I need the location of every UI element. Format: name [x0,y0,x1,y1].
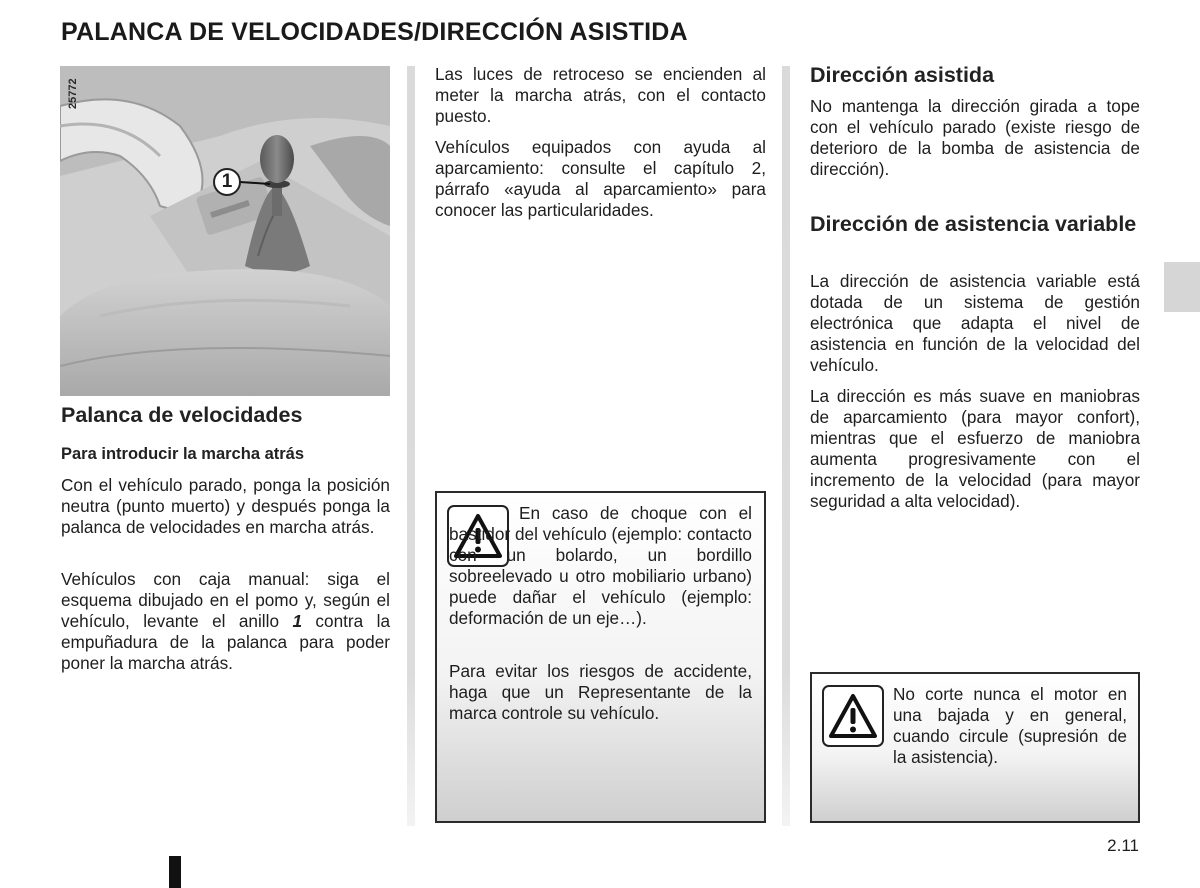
left-paragraph-2-part-b: contra la empuñadura de la palanca para poder poner la marcha atrás. [61,611,390,673]
column-divider-right [782,66,790,826]
section-heading-gear-lever: Palanca de velocidades [61,403,303,427]
left-paragraph-2 [61,569,390,674]
page-title: PALANCA DE VELOCIDADES/DIRECCIÓN ASISTIDA [61,18,688,46]
figure-code: 25772 [67,78,79,110]
section-heading-variable-steering: Dirección de asistencia variable [810,212,1137,236]
column-divider-left [407,66,415,826]
warning-box-collision [435,491,766,823]
callout-number: 1 [213,168,241,196]
gear-lever-photo [60,66,390,396]
warning-collision-text-2: Para evitar los riesgos de accidente, haga que un Representante de la marca controle su vehículo. [449,661,752,723]
subheading-reverse-gear: Para introducir la marcha atrás [61,445,305,463]
chapter-tab [1164,262,1200,312]
page-marker [169,856,181,888]
warning-collision-text-1: En caso de choque con el bastidor del vehículo (ejemplo: contacto con un bolardo, un bordillo sobreelevado u otro mobiliario urbano) puede dañar el vehículo (ejemplo: deformación de un eje…). [449,503,752,628]
middle-paragraph-2: Vehículos equipados con ayuda al aparcamiento: consulte el capítulo 2, párrafo «ayuda al aparcamiento» para conocer las particularidades. [435,137,766,220]
gear-lever-illustration [60,66,390,396]
right-paragraph-3: La dirección es más suave en maniobras de aparcamiento (para mayor confort), mientras que el esfuerzo de maniobra aumenta progresivamente con el incremento de la velocidad (para mayor seguridad a alta velocidad). [810,386,1140,511]
middle-paragraph-1: Las luces de retroceso se encienden al meter la marcha atrás, con el contacto puesto. [435,64,766,126]
warning-box-engine [810,672,1140,823]
right-paragraph-2: La dirección de asistencia variable está dotada de un sistema de gestión electrónica que adapta el nivel de asistencia en función de la velocidad del vehículo. [810,271,1140,375]
right-paragraph-1: No mantenga la dirección girada a tope con el vehículo parado (existe riesgo de deterioro de la bomba de asistencia de dirección). [810,96,1140,179]
ring-reference: 1 [292,611,302,631]
warning-engine-text: No corte nunca el motor en una bajada y en general, cuando circule (supresión de la asistencia). [893,684,1127,767]
warning-triangle-icon [822,685,884,747]
left-paragraph-2-part-a: Vehículos con caja manual: siga el esquema dibujado en el pomo y, según el vehículo, levante el anillo [61,569,390,631]
left-paragraph-1: Con el vehículo parado, ponga la posición neutra (punto muerto) y después ponga la palanca de velocidades en marcha atrás. [61,475,390,537]
page-number: 2.11 [1107,836,1139,855]
section-heading-power-steering: Dirección asistida [810,63,995,87]
